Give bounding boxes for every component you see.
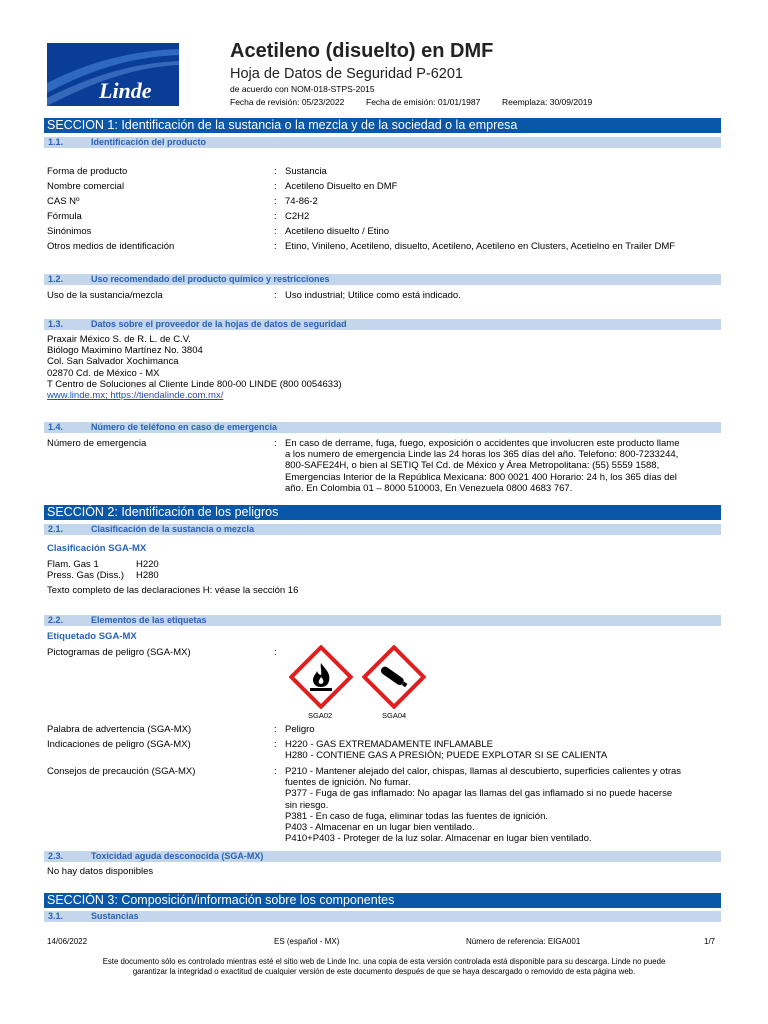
row-value: Acetileno Disuelto en DMF [285, 181, 398, 192]
subsection-1-4: 1.4. Número de teléfono en caso de emergencia [44, 422, 721, 433]
precaution-statements: P210 - Mantener alejado del calor, chispas, llamas al descubierto, superficies calientes y otras fuentes de ignición. No fumar. P377 - Fuga de gas inflamado: No apagar las llamas del gas inflamado si no puede hacerse sin riesgo. P381 - En caso de fuga, eliminar todas las fuentes de ignición. P403 - Almacenar en un lugar bien ventilado. P410+P403 - Proteger de la luz solar. Almacenar en lugar bien ventilado. [285, 766, 682, 845]
row-label: Forma de producto [47, 166, 128, 177]
norm-text: de acuerdo con NOM-018-STPS-2015 [230, 84, 375, 94]
pictogram-caption-sga02: SGA02 [308, 711, 333, 720]
class-category: Press. Gas (Diss.) [47, 570, 125, 581]
footer-date: 14/06/2022 [47, 937, 88, 946]
row-label: Fórmula [47, 211, 82, 222]
subsection-1-3: 1.3. Datos sobre el proveedor de la hojas de datos de seguridad [44, 319, 721, 330]
row-value: 74-86-2 [285, 196, 318, 207]
subsection-2-2: 2.2. Elementos de las etiquetas [44, 615, 721, 626]
classification-title: Clasificación SGA-MX [47, 543, 147, 554]
logo-text: Linde [99, 78, 152, 103]
subsection-3-1: 3.1. Sustancias [44, 911, 721, 922]
subsection-2-3: 2.3. Toxicidad aguda desconocida (SGA-MX) [44, 851, 721, 862]
section-1-header: SECCION 1: Identificación de la sustancia o la mezcla y de la sociedad o la empresa [44, 118, 721, 133]
class-category: Flam. Gas 1 [47, 559, 99, 570]
row-label: CAS Nº [47, 196, 80, 207]
subsection-1-1: 1.1. Identificación del producto [44, 137, 721, 148]
flame-pictogram-icon [289, 645, 353, 709]
footer-disclaimer: Este documento sólo es controlado mientras esté el sitio web de Linde Inc. una copia de esta versión controlada está disponible para su descarga. Linde no puede garantizar la integridad o exactitud de cualquier versión de este documento después de que se haya descargado o removido de esta página web. [102, 957, 666, 976]
row-label: Nombre comercial [47, 181, 125, 192]
pictogram-caption-sga04: SGA04 [382, 711, 407, 720]
row-value: C2H2 [285, 211, 310, 222]
supplier-line: Biólogo Maximino Martínez No. 3804 [47, 345, 203, 357]
section-2-header: SECCIÓN 2: Identificación de los peligros [44, 505, 721, 520]
pictogram-label: Pictogramas de peligro (SGA-MX) [47, 647, 191, 658]
emission-date: Fecha de emisión: 01/01/1987 [366, 97, 481, 107]
row-label: Otros medios de identificación [47, 241, 175, 252]
subsection-2-1: 2.1. Clasificación de la sustancia o mezcla [44, 524, 721, 535]
signal-word-value: Peligro [285, 724, 315, 735]
supplier-block [47, 334, 342, 401]
replaces-date: Reemplaza: 30/09/2019 [502, 97, 593, 107]
no-data-text: No hay datos disponibles [47, 866, 154, 877]
hazard-statements-label: Indicaciones de peligro (SGA-MX) [47, 739, 191, 750]
row-label: Sinónimos [47, 226, 92, 237]
row-value: Etino, Vinileno, Acetileno, disuelto, Acetileno, Acetileno en Clusters, Acetielno en Trailer DMF [285, 241, 676, 252]
class-code: H280 [136, 570, 159, 581]
row-value: Acetileno disuelto / Etino [285, 226, 390, 237]
supplier-line: Praxair México S. de R. L. de C.V. [47, 334, 191, 345]
linde-logo [47, 43, 179, 106]
section-3-header: SECCIÓN 3: Composición/información sobre los componentes [44, 893, 721, 908]
emergency-label: Número de emergencia [47, 438, 147, 449]
row-value: Sustancia [285, 166, 327, 177]
footer-reference: Número de referencia: EIGA001 [466, 937, 581, 946]
document-subtitle: Hoja de Datos de Seguridad P-6201 [230, 66, 463, 82]
supplier-website-link[interactable]: www.linde.mx; https://tiendalinde.com.mx/ [47, 390, 224, 402]
hazard-statements: H220 - GAS EXTREMADAMENTE INFLAMABLE H280 - CONTIENE GAS A PRESIÓN; PUEDE EXPLOTAR SI SE CALIENTA [285, 739, 608, 762]
class-code: H220 [136, 559, 159, 570]
labeling-title: Etiquetado SGA-MX [47, 631, 137, 642]
use-label: Uso de la sustancia/mezcla [47, 290, 163, 301]
signal-word-label: Palabra de advertencia (SGA-MX) [47, 724, 192, 735]
gas-cylinder-pictogram-icon [362, 645, 426, 709]
subsection-1-2: 1.2. Uso recomendado del producto químico y restricciones [44, 274, 721, 285]
revision-date: Fecha de revisión: 05/23/2022 [230, 97, 345, 107]
use-value: Uso industrial; Utilice como está indicado. [285, 290, 461, 301]
footer-language: ES (español - MX) [274, 937, 340, 946]
supplier-line: Col. San Salvador Xochimanca [47, 356, 179, 368]
h-statements-note: Texto completo de las declaraciones H: véase la sección 16 [47, 585, 299, 596]
footer-page-number: 1/7 [704, 937, 716, 946]
supplier-line: 02870 Cd. de México - MX [47, 367, 160, 379]
document-title: Acetileno (disuelto) en DMF [230, 40, 494, 62]
emergency-text: En caso de derrame, fuga, fuego, exposición o accidentes que involucren este producto llame a los numero de emergencia Linde las 24 horas los 365 días del año. Telefono: 800-7233244, 800-SAFE24H, o bien al SETIQ Tel Cd. de México y Área Metropolitana: (55) 5559 1588, Emergencias Interior de la República Mexicana: 800 0021 400 Horario: 24 h, los 365 días del año. En Colombia 01 – 8000 510003, En Venezuela 0800 4683 767. [285, 438, 680, 494]
supplier-line: T Centro de Soluciones al Cliente Linde 800-00 LINDE (800 0054633) [47, 378, 342, 390]
precaution-label: Consejos de precaución (SGA-MX) [47, 766, 196, 777]
